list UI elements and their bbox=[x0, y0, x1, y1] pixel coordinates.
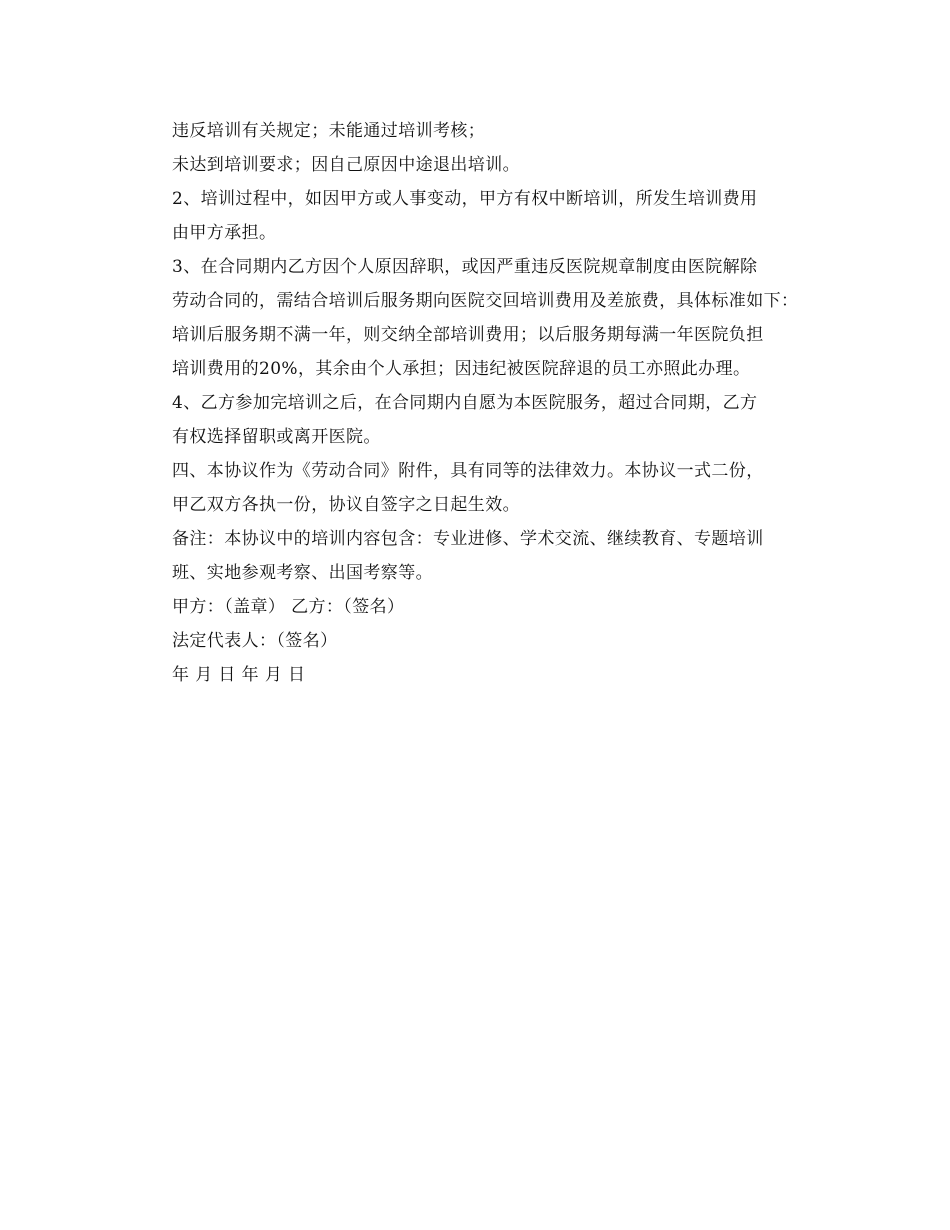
text-line: 培训费用的20%，其余由个人承担；因违纪被医院辞退的员工亦照此办理。 bbox=[172, 359, 751, 379]
text-line: 由甲方承担。 bbox=[172, 223, 277, 243]
signature-party-line bbox=[138, 590, 812, 624]
text-line: 年 月 日 年 月 日 bbox=[172, 665, 306, 685]
paragraph-5 bbox=[138, 318, 812, 386]
paragraph-3 bbox=[138, 182, 812, 250]
paragraph-8 bbox=[138, 522, 812, 590]
text-line: 甲方：（盖章） 乙方：（签名） bbox=[172, 597, 405, 617]
paragraph-2 bbox=[138, 148, 812, 182]
text-line: 2、培训过程中，如因甲方或人事变动，甲方有权中断培训，所发生培训费用 bbox=[172, 189, 758, 209]
text-line: 培训后服务期不满一年，则交纳全部培训费用；以后服务期每满一年医院负担 bbox=[172, 325, 764, 345]
document-body bbox=[138, 114, 812, 692]
date-line bbox=[138, 658, 812, 692]
paragraph-4 bbox=[138, 250, 812, 318]
paragraph-1 bbox=[138, 114, 812, 148]
legal-representative-line bbox=[138, 624, 812, 658]
text-line: 四、本协议作为《劳动合同》附件，具有同等的法律效力。本协议一式二份， bbox=[172, 461, 764, 481]
paragraph-7 bbox=[138, 454, 812, 522]
text-line: 未达到培训要求；因自己原因中途退出培训。 bbox=[172, 155, 520, 175]
paragraph-6 bbox=[138, 386, 812, 454]
text-line: 3、在合同期内乙方因个人原因辞职，或因严重违反医院规章制度由医院解除 bbox=[172, 257, 758, 277]
text-line: 劳动合同的，需结合培训后服务期向医院交回培训费用及差旅费，具体标准如下： bbox=[172, 291, 799, 311]
text-line: 有权选择留职或离开医院。 bbox=[172, 427, 381, 447]
text-line: 备注：本协议中的培训内容包含：专业进修、学术交流、继续教育、专题培训 bbox=[172, 529, 764, 549]
text-line: 甲乙双方各执一份，协议自签字之日起生效。 bbox=[172, 495, 520, 515]
text-line: 违反培训有关规定；未能通过培训考核； bbox=[172, 121, 486, 141]
text-line: 法定代表人：（签名） bbox=[172, 631, 338, 651]
text-line: 班、实地参观考察、出国考察等。 bbox=[172, 563, 433, 583]
text-line: 4、乙方参加完培训之后，在合同期内自愿为本医院服务，超过合同期，乙方 bbox=[172, 393, 758, 413]
